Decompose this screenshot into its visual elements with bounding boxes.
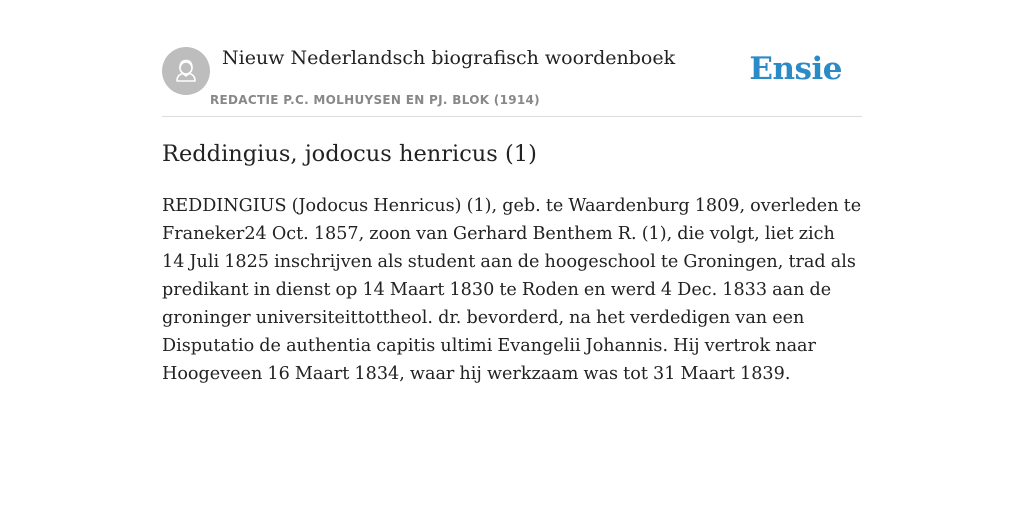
user-avatar-icon[interactable] (162, 47, 210, 95)
entry-body-text: REDDINGIUS (Jodocus Henricus) (1), geb. te Waardenburg 1809, overleden te Franeker24 Oct. 1857, zoon van Gerhard Benthem R. (1), die volgt, liet zich 14 Juli 1825 inschrijven als student aan de hoogeschool te Groningen, trad als predikant in dienst op 14 Maart 1830 te Roden en werd 4 Dec. 1833 aan de groninger universiteittottheol. dr. bevorderd, na het verdedigen van een Disputatio de authentia capitis ultimi Evangelii Johannis. Hij vertrok naar Hoogeveen 16 Maart 1834, waar hij werkzaam was tot 31 Maart 1839. (162, 196, 862, 384)
book-title[interactable]: Nieuw Nederlandsch biografisch woordenboek (222, 47, 676, 69)
ensie-logo-link[interactable]: Ensie (749, 51, 842, 87)
book-header (162, 46, 862, 117)
entry-title: Reddingius, jodocus henricus (1) (162, 141, 537, 167)
book-editors: REDACTIE P.C. MOLHUYSEN EN PJ. BLOK (1914) (210, 93, 540, 107)
